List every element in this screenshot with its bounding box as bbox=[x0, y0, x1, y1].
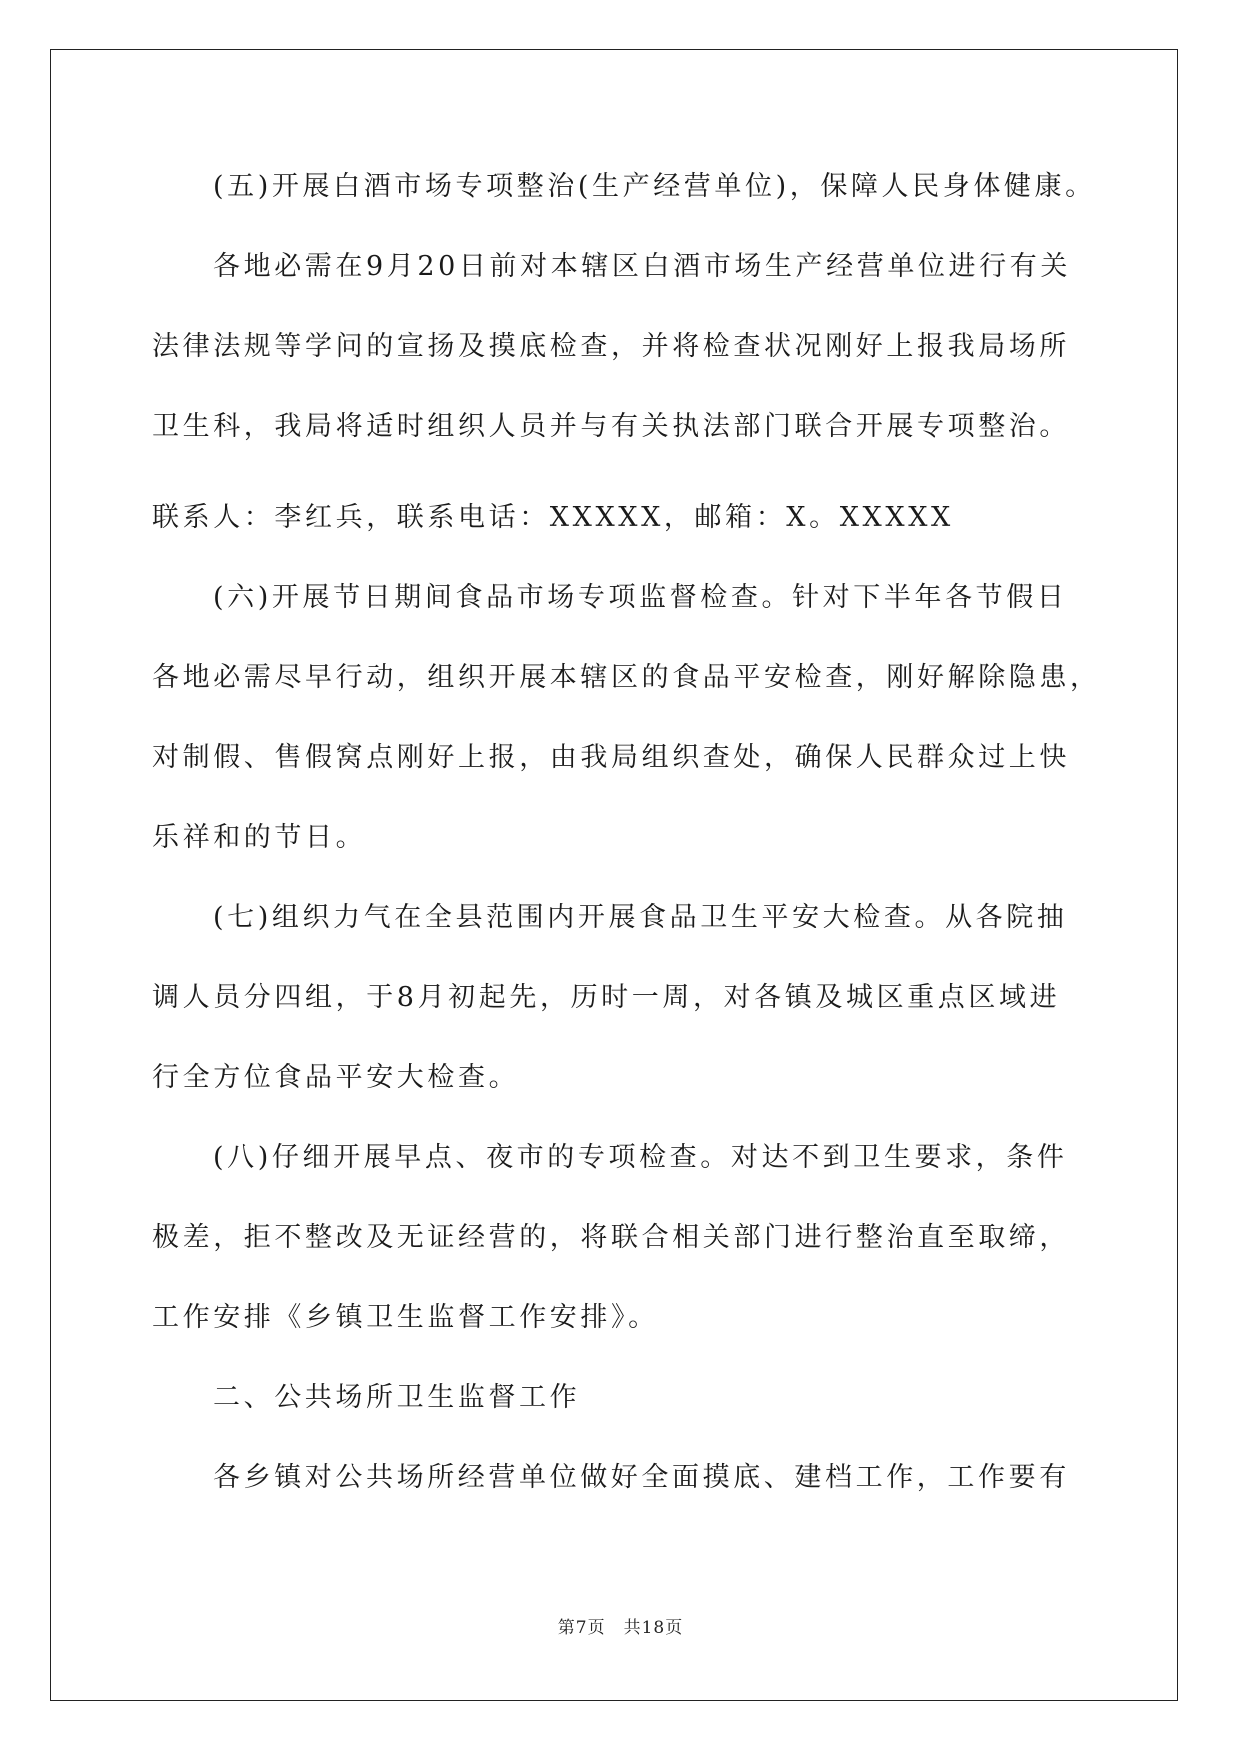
page-border bbox=[50, 49, 1178, 1701]
paragraph-line: (六)开展节日期间食品市场专项监督检查。针对下半年各节假日 bbox=[213, 582, 1068, 613]
page-number-footer: 第7页 共18页 bbox=[557, 1618, 684, 1638]
paragraph-line: 极差，拒不整改及无证经营的，将联合相关部门进行整治直至取缔， bbox=[152, 1222, 1070, 1253]
paragraph-line: 各地必需在9月20日前对本辖区白酒市场生产经营单位进行有关 bbox=[213, 251, 1071, 282]
paragraph-line: 各乡镇对公共场所经营单位做好全面摸底、建档工作，工作要有 bbox=[213, 1462, 1070, 1493]
paragraph-line: 行全方位食品平安大检查。 bbox=[152, 1062, 520, 1093]
paragraph-line: 乐祥和的节日。 bbox=[152, 822, 367, 853]
paragraph-line: 法律法规等学问的宣扬及摸底检查，并将检查状况刚好上报我局场所 bbox=[152, 331, 1070, 362]
paragraph-line: 联系人：李红兵，联系电话：XXXXX，邮箱：X。XXXXX bbox=[152, 502, 954, 533]
paragraph-line: 各地必需尽早行动，组织开展本辖区的食品平安检查，刚好解除隐患， bbox=[152, 662, 1101, 693]
paragraph-line: 工作安排《乡镇卫生监督工作安排》。 bbox=[152, 1302, 659, 1333]
paragraph-line: 卫生科，我局将适时组织人员并与有关执法部门联合开展专项整治。 bbox=[152, 411, 1070, 442]
paragraph-line: (五)开展白酒市场专项整治(生产经营单位)，保障人民身体健康。 bbox=[213, 171, 1096, 202]
paragraph-line: (八)仔细开展早点、夜市的专项检查。对达不到卫生要求，条件 bbox=[213, 1142, 1068, 1173]
section-heading: 二、公共场所卫生监督工作 bbox=[213, 1382, 581, 1413]
paragraph-line: 对制假、售假窝点刚好上报，由我局组织查处，确保人民群众过上快 bbox=[152, 742, 1070, 773]
paragraph-line: (七)组织力气在全县范围内开展食品卫生平安大检查。从各院抽 bbox=[213, 902, 1068, 933]
paragraph-line: 调人员分四组，于8月初起先，历时一周，对各镇及城区重点区域进 bbox=[152, 982, 1061, 1013]
